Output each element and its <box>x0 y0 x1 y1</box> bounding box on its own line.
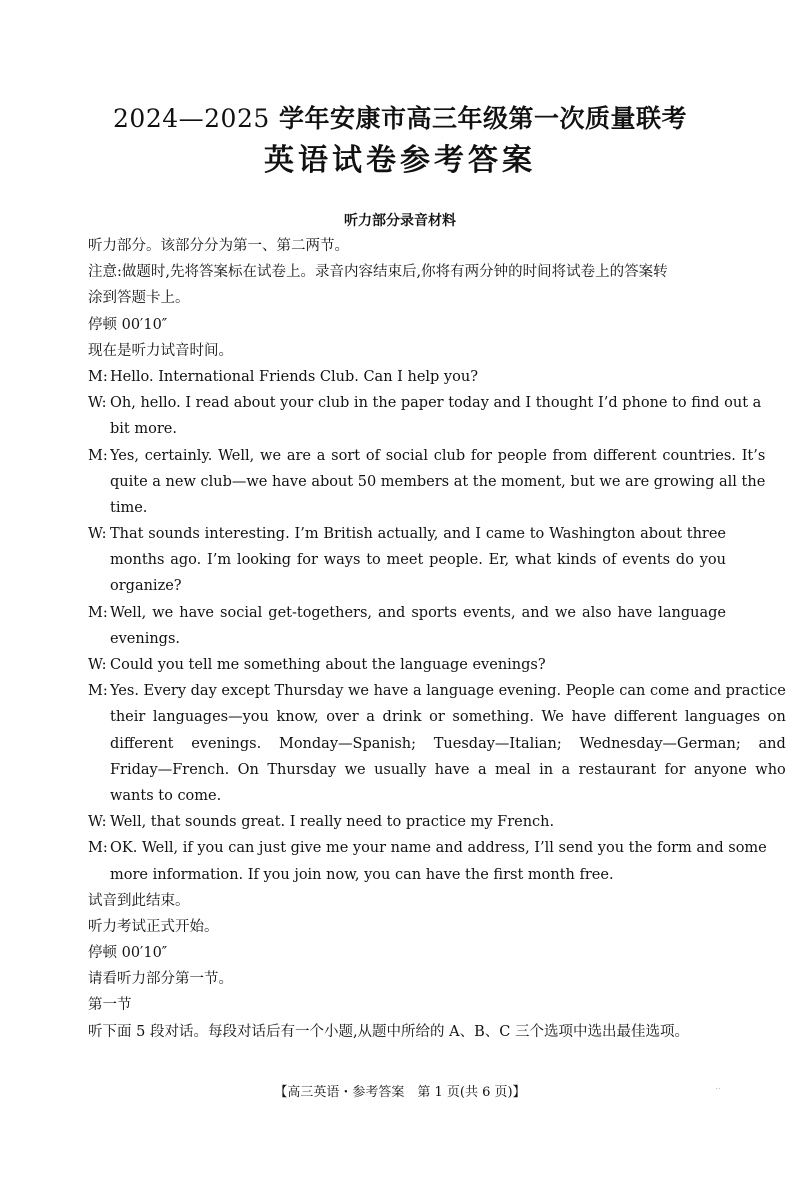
pause-marker: 停顿 00′10″ <box>88 316 168 333</box>
look-section-line: 请看听力部分第一节。 <box>88 971 233 988</box>
page-footer: 【高三英语・参考答案 第 1 页(共 6 页)】 <box>274 1085 526 1100</box>
speaker-label: M: <box>88 840 108 857</box>
dialogue-turn <box>88 364 726 390</box>
speech-line: organize? <box>110 578 182 595</box>
speech-text <box>110 443 765 522</box>
document-body <box>88 233 786 1045</box>
speaker-label: W: <box>88 814 107 831</box>
trial-start-line: 现在是听力试音时间。 <box>88 342 233 359</box>
speaker-label: M: <box>88 604 108 621</box>
speaker-label: M: <box>88 683 108 700</box>
speech-text <box>110 390 761 442</box>
notice-line: 注意:做题时,先将答案标在试卷上。录音内容结束后,你将有两分钟的时间将试卷上的答案转 <box>88 264 668 281</box>
section-label: 第一节 <box>88 997 132 1014</box>
dialogue-turn <box>88 809 726 835</box>
dialogue-transcript <box>88 364 786 888</box>
corner-mark: .. <box>715 1082 721 1092</box>
notice-line-continued: 涂到答题卡上。 <box>88 290 190 307</box>
speech-line: evenings. <box>110 630 181 647</box>
speech-line: different evenings. Monday—Spanish; Tuesday—Italian; Wednesday—German; and <box>110 735 786 752</box>
speech-line: That sounds interesting. I’m British actually, and I came to Washington about three <box>110 526 726 543</box>
section-heading: 听力部分录音材料 <box>344 213 456 229</box>
dialogue-turn <box>88 652 726 678</box>
exam-title-year: 2024—2025 <box>113 104 270 133</box>
dialogue-turn <box>88 390 762 442</box>
speaker-label: W: <box>88 395 107 412</box>
speaker-label: W: <box>88 657 107 674</box>
speech-line: time. <box>110 499 148 516</box>
speech-line: more information. If you join now, you can have the first month free. <box>110 866 614 883</box>
dialogue-turn <box>88 835 767 887</box>
dialogue-turn <box>88 678 786 809</box>
speech-text <box>110 678 786 809</box>
speech-line: Friday—French. On Thursday we usually have a meal in a restaurant for anyone who <box>110 761 786 778</box>
speaker-label: M: <box>88 447 108 464</box>
speech-text <box>110 809 726 835</box>
section-instruction: 听下面 5 段对话。每段对话后有一个小题,从题中所给的 A、B、C 三个选项中选出最佳选项。 <box>88 1023 689 1040</box>
speech-line: Hello. International Friends Club. Can I help you? <box>110 368 478 385</box>
speech-line: Yes, certainly. Well, we are a sort of social club for people from different countries. It’s <box>110 447 766 464</box>
speech-line: Could you tell me something about the language evenings? <box>110 657 546 674</box>
document-subtitle: 英语试卷参考答案 <box>264 143 536 178</box>
speaker-label: M: <box>88 368 108 385</box>
speech-line: Well, we have social get-togethers, and sports events, and we also have language <box>110 604 726 621</box>
speaker-label: W: <box>88 526 107 543</box>
speech-text <box>110 364 726 390</box>
dialogue-turn <box>88 443 766 522</box>
speech-line: wants to come. <box>110 787 222 804</box>
speech-text <box>110 652 726 678</box>
trial-end-line: 试音到此结束。 <box>88 892 190 909</box>
speech-line: Yes. Every day except Thursday we have a language evening. People can come and practice <box>110 683 786 700</box>
speech-line: OK. Well, if you can just give me your name and address, I’ll send you the form and some <box>110 840 767 857</box>
speech-line: their languages—you know, over a drink or something. We have different languages on <box>110 709 786 726</box>
speech-line: Well, that sounds great. I really need to practice my French. <box>110 814 555 831</box>
exam-start-line: 听力考试正式开始。 <box>88 918 219 935</box>
speech-text <box>110 600 726 652</box>
speech-text <box>110 835 767 887</box>
exam-title-rest: 学年安康市高三年级第一次质量联考 <box>269 104 687 133</box>
speech-line: Oh, hello. I read about your club in the paper today and I thought I’d phone to find out a <box>110 395 762 412</box>
pause-marker: 停顿 00′10″ <box>88 945 168 962</box>
speech-line: bit more. <box>110 421 177 438</box>
speech-line: quite a new club—we have about 50 members at the moment, but we are growing all the <box>110 473 766 490</box>
intro-line: 听力部分。该部分分为第一、第二两节。 <box>88 238 349 254</box>
dialogue-turn <box>88 521 726 600</box>
speech-text <box>110 521 726 600</box>
exam-title <box>0 102 800 136</box>
speech-line: months ago. I’m looking for ways to meet people. Er, what kinds of events do you <box>110 552 726 569</box>
dialogue-turn <box>88 600 726 652</box>
